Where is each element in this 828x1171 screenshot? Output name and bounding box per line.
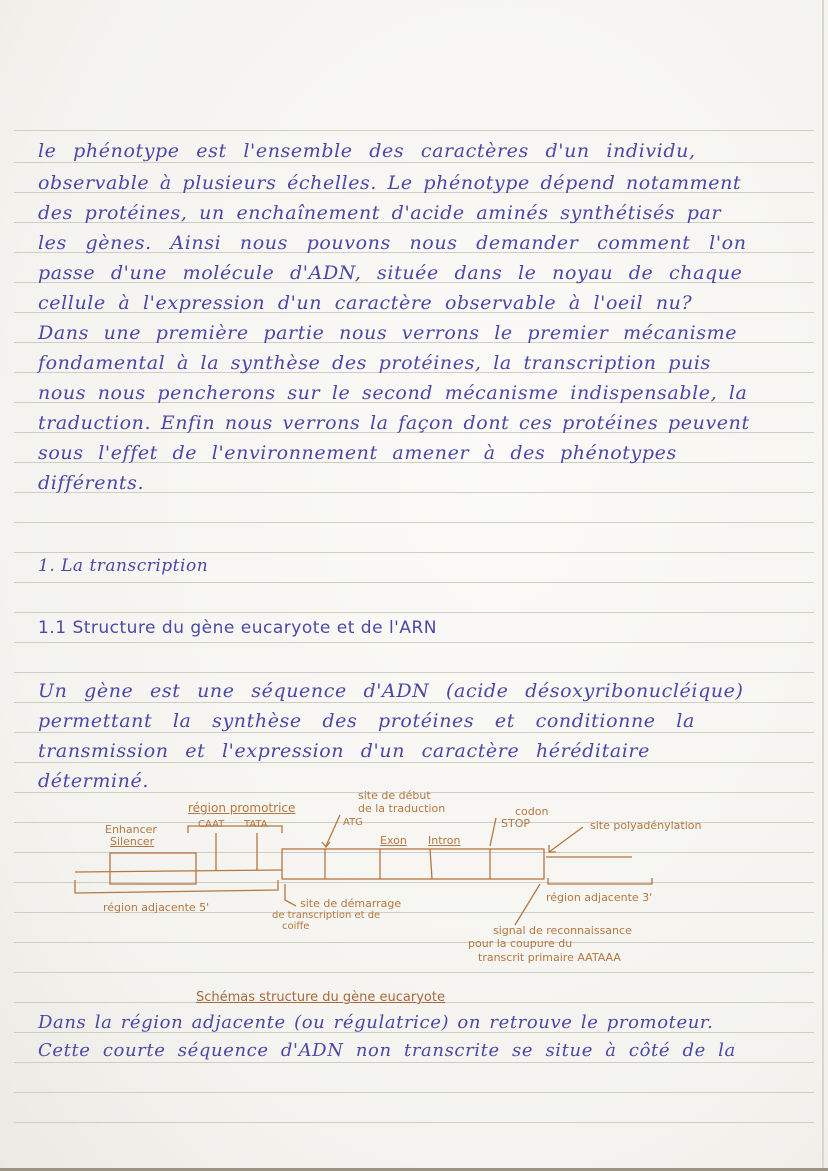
intro-line: sous l'effet de l'environnement amener à des phénotypes <box>38 442 677 464</box>
label-site-polyadenylation: site polyadénylation <box>590 819 702 832</box>
label-silencer: Silencer <box>110 835 155 848</box>
section-1-1-heading: 1.1 Structure du gène eucaryote et de l'ARN <box>38 618 437 638</box>
diagram-caption: Schémas structure du gène eucaryote <box>196 990 445 1005</box>
definition-line: transmission et l'expression d'un caractère héréditaire <box>38 740 650 762</box>
label-signal-1: signal de reconnaissance <box>493 924 632 937</box>
intro-line: cellule à l'expression d'un caractère observable à l'oeil nu? <box>38 292 693 314</box>
section-1-heading: 1. La transcription <box>38 556 209 576</box>
label-site-demarrage-3: coiffe <box>282 921 310 932</box>
label-intron: Intron <box>428 834 461 847</box>
label-enhancer: Enhancer <box>105 823 157 836</box>
label-tata: TATA <box>244 819 268 830</box>
label-region-promotrice: région promotrice <box>188 801 296 815</box>
label-atg: ATG <box>343 817 363 828</box>
label-codon: codon <box>515 805 549 818</box>
intro-line: différents. <box>38 472 145 494</box>
definition-line: Un gène est une séquence d'ADN (acide désoxyribonucléique) <box>38 680 744 702</box>
definition-line: permettant la synthèse des protéines et conditionne la <box>38 710 695 732</box>
label-signal-3: transcrit primaire AATAAA <box>478 951 621 964</box>
label-exon: Exon <box>380 834 407 847</box>
intro-line: fondamental à la synthèse des protéines, la transcription puis <box>38 352 711 374</box>
label-signal-2: pour la coupure du <box>468 937 573 950</box>
closing-line: Dans la région adjacente (ou régulatrice) on retrouve le promoteur. <box>38 1012 714 1033</box>
definition-line: déterminé. <box>38 770 149 792</box>
intro-line: des protéines, un enchaînement d'acide aminés synthétisés par <box>38 202 722 224</box>
label-site-demarrage-2: de transcription et de <box>272 910 381 921</box>
label-stop: STOP <box>501 817 530 830</box>
closing-line: Cette courte séquence d'ADN non transcrite se situe à côté de la <box>38 1040 736 1061</box>
intro-line: Dans une première partie nous verrons le premier mécanisme <box>38 322 738 344</box>
label-site-debut-2: de la traduction <box>358 802 446 815</box>
intro-line: passe d'une molécule d'ADN, située dans le noyau de chaque <box>38 262 743 284</box>
intro-line: traduction. Enfin nous verrons la façon dont ces protéines peuvent <box>38 412 750 434</box>
label-region-adjacente-3: région adjacente 3' <box>546 891 653 904</box>
label-caat: CAAT <box>198 819 225 830</box>
intro-line: les gènes. Ainsi nous pouvons nous demander comment l'on <box>38 232 747 254</box>
page-edge <box>822 0 824 1171</box>
intro-line: nous nous pencherons sur le second mécanisme indispensable, la <box>38 382 748 404</box>
intro-line: observable à plusieurs échelles. Le phénotype dépend notamment <box>38 172 742 194</box>
label-site-debut-1: site de début <box>358 789 431 802</box>
intro-line: le phénotype est l'ensemble des caractères d'un individu, <box>38 140 696 162</box>
label-region-adjacente-5: région adjacente 5' <box>103 901 210 914</box>
label-site-demarrage-1: site de démarrage <box>300 897 402 910</box>
